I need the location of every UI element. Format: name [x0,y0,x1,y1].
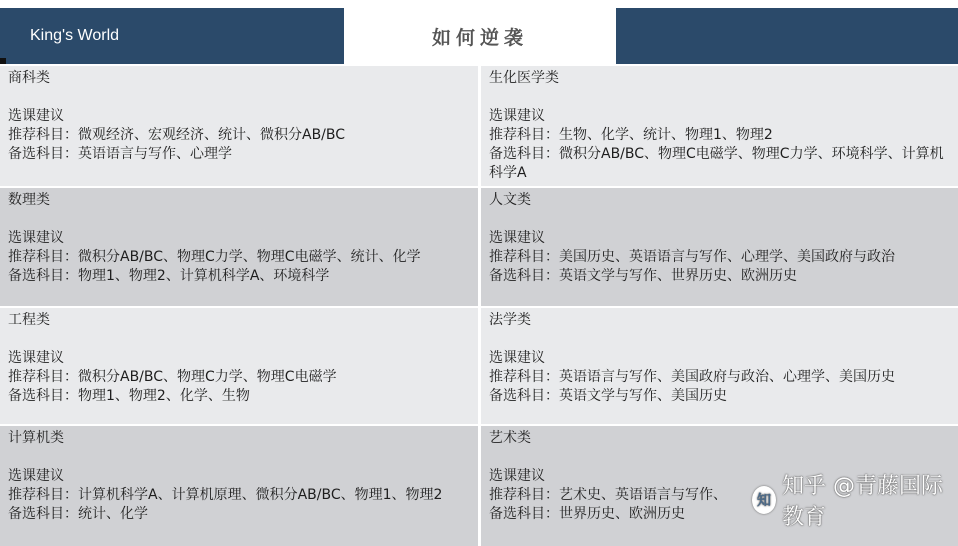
optional-subjects: 备选科目：英语语言与写作、心理学 [8,146,232,162]
advice-heading: 选课建议 [489,108,545,124]
optional-subjects: 备选科目：微积分AB/BC、物理C电磁学、物理C力学、环境科学、计算机科学A [489,146,944,181]
watermark-text: 知乎 @青藤国际教育 [782,474,944,530]
category-title: 计算机类 [8,430,64,446]
optional-subjects: 备选科目：物理1、物理2、化学、生物 [8,388,250,404]
category-title: 法学类 [489,312,531,328]
optional-subjects: 备选科目：英语文学与写作、美国历史 [489,388,727,404]
category-title: 数理类 [8,192,50,208]
recommended-subjects: 推荐科目：微积分AB/BC、物理C力学、物理C电磁学 [8,369,337,385]
category-card-math-physics [0,188,478,306]
recommended-subjects: 推荐科目：微积分AB/BC、物理C力学、物理C电磁学、统计、化学 [8,249,421,265]
advice-heading: 选课建议 [489,230,545,246]
category-card-biomedical [481,66,958,186]
advice-heading: 选课建议 [8,350,64,366]
optional-subjects: 备选科目：英语文学与写作、世界历史、欧洲历史 [489,268,797,284]
recommended-subjects: 推荐科目：艺术史、英语语言与写作、 [489,487,727,503]
category-title: 商科类 [8,70,50,86]
category-title: 艺术类 [489,430,531,446]
category-card-computer-science [0,426,478,546]
category-card-humanities [481,188,958,306]
page-title: 如何逆袭 [431,26,528,49]
optional-subjects: 备选科目：世界历史、欧洲历史 [489,506,685,522]
recommended-subjects: 推荐科目：英语语言与写作、美国政府与政治、心理学、美国历史 [489,369,895,385]
recommended-subjects: 推荐科目：计算机科学A、计算机原理、微积分AB/BC、物理1、物理2 [8,487,443,503]
advice-heading: 选课建议 [8,108,64,124]
advice-heading: 选课建议 [8,468,64,484]
category-card-law [481,308,958,424]
category-title: 工程类 [8,312,50,328]
watermark [752,474,958,530]
optional-subjects: 备选科目：统计、化学 [8,506,148,522]
recommended-subjects: 推荐科目：生物、化学、统计、物理1、物理2 [489,127,773,143]
category-card-engineering [0,308,478,424]
advice-heading: 选课建议 [8,230,64,246]
category-title: 生化医学类 [489,70,559,86]
zhihu-logo-icon: 知 [752,486,776,514]
header-decoration-block [616,8,958,64]
category-card-business [0,66,478,186]
advice-heading: 选课建议 [489,350,545,366]
brand-banner [0,8,344,64]
corner-marker [0,58,6,64]
optional-subjects: 备选科目：物理1、物理2、计算机科学A、环境科学 [8,268,330,284]
advice-heading: 选课建议 [489,468,545,484]
recommended-subjects: 推荐科目：微观经济、宏观经济、统计、微积分AB/BC [8,127,346,143]
recommended-subjects: 推荐科目：美国历史、英语语言与写作、心理学、美国政府与政治 [489,249,895,265]
brand-name: King's World [30,27,120,44]
category-title: 人文类 [489,192,531,208]
